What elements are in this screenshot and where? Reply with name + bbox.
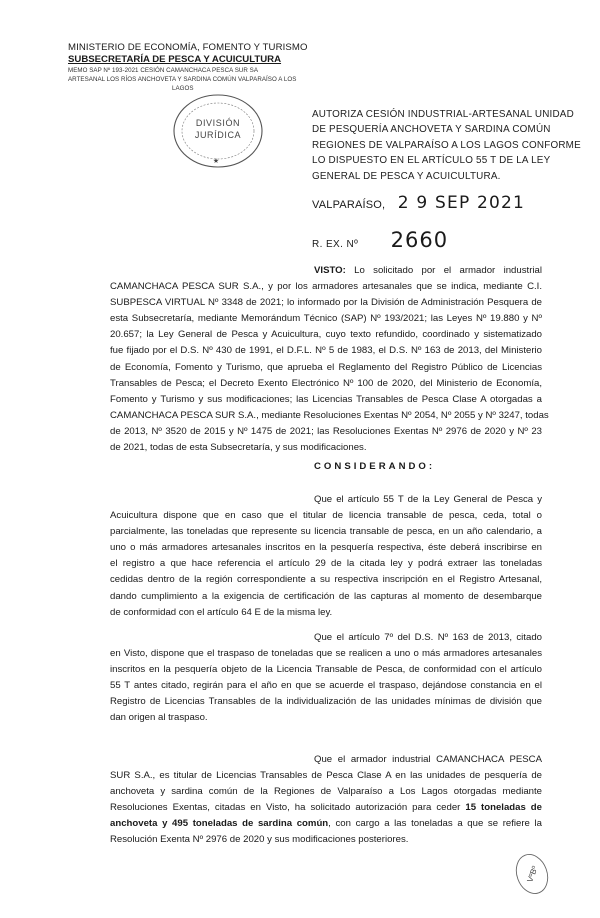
paragraph-line: de conformidad con el artículo 64 E de la misma ley. <box>110 606 333 618</box>
approval-initials-stamp <box>512 848 552 898</box>
summary-line: DE PESQUERÍA ANCHOVETA Y SARDINA COMÚN <box>312 124 551 136</box>
summary-line: GENERAL DE PESCA Y ACUICULTURA. <box>312 170 501 182</box>
summary-line: AUTORIZA CESIÓN INDUSTRIAL-ARTESANAL UNIDAD <box>312 109 574 120</box>
bold-tonnage-1: 15 toneladas de <box>465 802 542 814</box>
resolution-summary <box>312 107 581 184</box>
visto-section <box>110 263 549 456</box>
paragraph-line: en Visto, dispone que el traspaso de toneladas que se realicen a uno o más armadores artesanales <box>110 648 542 660</box>
subsecretaria-name: SUBSECRETARÍA DE PESCA Y ACUICULTURA <box>68 54 282 65</box>
paragraph-line: dando cumplimiento a la exigencia de certificación de las capturas al momento de desembarque <box>110 590 542 602</box>
paragraph-line: el registro a que hace referencia el artículo 29 de la citada ley y podrá extraer las toneladas <box>110 558 542 570</box>
stamp-vobo-text: VºBº <box>525 864 540 884</box>
stamp-line-1: DIVISIÓN <box>195 118 241 128</box>
summary-line: REGIONES DE VALPARAÍSO A LOS LAGOS CONFORME <box>312 139 581 151</box>
paragraph-line: parcialmente, las toneladas que represente su licencia transable de pesca, en un año calendario, a <box>110 526 542 538</box>
paragraph-line: dan origen al traspaso. <box>110 712 208 724</box>
summary-line: LO DISPUESTO EN EL ARTÍCULO 55 T DE LA LEY <box>312 155 551 167</box>
considerando-paragraph-2 <box>110 630 542 727</box>
bold-tonnage-2: anchoveta y 495 toneladas de sardina común <box>110 818 329 830</box>
visto-line: SUBPESCA VIRTUAL Nº 3348 de 2021; lo informado por la División de Administración Pesquera de <box>110 297 542 309</box>
stamp-star-icon: ★ <box>212 157 220 165</box>
ministry-name: MINISTERIO DE ECONOMÍA, FOMENTO Y TURISMO <box>68 42 308 53</box>
visto-line: 20.657; la Ley General de Pesca y Acuicultura, cuyo texto refundido, coordinado y sistematizado <box>110 329 542 341</box>
paragraph-line: anchoveta y 495 toneladas de sardina común, con cargo a las toneladas a que se refiere la <box>110 818 542 830</box>
paragraph-line: inscritos en la pesquería objeto de la Licencia Transable de Pesca, de conformidad con el artículo <box>110 664 542 676</box>
paragraph-line: Acuicultura dispone que en caso que el titular de licencia transable de pesca, ceda, total o <box>110 510 542 522</box>
paragraph-line: anchoveta y sardina común de la Regiones de Valparaíso a Los Lagos otorgadas mediante <box>110 786 542 798</box>
visto-line: de 2021, todas de esta Subsecretaría, y sus modificaciones. <box>110 442 367 454</box>
visto-line: de Economía, Fomento y Turismo, que aprueba el Reglamento del Registro Público de Licencias <box>110 361 542 373</box>
visto-line: CAMANCHACA PESCA SUR S.A., y por los armadores artesanales que se indica, mediante C.I. <box>110 281 542 293</box>
paragraph-line: Resoluciones Exentas, citadas en Visto, ha solicitado autorización para ceder 15 toneladas de <box>110 802 542 814</box>
paragraph-line: SUR S.A., es titular de Licencias Transables de Pesca Clase A en las unidades de pesquería de <box>110 770 542 782</box>
paragraph-line: 55 T antes citado, regirán para el año en que se acuerde el traspaso, dejándose constancia en el <box>110 680 542 692</box>
visto-line: fue fijado por el D.S. Nº 430 de 1991, el D.F.L. Nº 5 de 1983, el D.S. Nº 163 de 2013, del Ministerio <box>110 345 542 357</box>
resolution-number-value: 2660 <box>390 228 449 252</box>
visto-line: VISTO: Lo solicitado por el armador industrial <box>314 265 542 276</box>
visto-heading: VISTO: <box>314 265 346 276</box>
considerando-paragraph-3 <box>110 752 542 849</box>
paragraph-line: cedidas dentro de la región correspondiente a su respectiva inscripción en el Registro Artesanal, <box>110 574 542 586</box>
stamp-line-2: JURÍDICA <box>194 130 242 140</box>
visto-line: CAMANCHACA PESCA SUR S.A., mediante Resoluciones Exentas Nº 2054, Nº 2055 y Nº 3247, todas <box>110 409 549 421</box>
place-name: VALPARAÍSO, <box>312 199 386 211</box>
paragraph-line: Que el artículo 7º del D.S. Nº 163 de 2013, citado <box>314 632 542 643</box>
resolution-label: R. EX. Nº <box>312 239 359 250</box>
paragraph-line: uno o más armadores artesanales inscritos en la pesquería respectiva, éste deberá inscribirse en <box>110 542 542 554</box>
paragraph-line: Que el armador industrial CAMANCHACA PESCA <box>314 754 542 765</box>
resolution-number <box>312 228 448 252</box>
date-stamp: 2 9 SEP 2021 <box>397 193 526 213</box>
letterhead <box>68 42 328 92</box>
considerando-heading: CONSIDERANDO: <box>314 461 436 472</box>
paragraph-line: Resolución Exenta Nº 2976 de 2020 y sus modificaciones posteriores. <box>110 834 409 846</box>
paragraph-line: Que el artículo 55 T de la Ley General de Pesca y <box>314 494 542 505</box>
visto-line: Fomento y Turismo y sus modificaciones; las Licencias Transables de Pesca Clase A otorgadas a <box>110 393 542 405</box>
visto-line: Transables de Pesca; el Decreto Exento Electrónico Nº 100 de 2020, del Ministerio de Economía, <box>110 377 542 389</box>
memo-reference-line-2: ARTESANAL LOS RÍOS ANCHOVETA Y SARDINA COMÚN VALPARAÍSO A LOS <box>68 76 297 83</box>
memo-reference-line-1: MEMO SAP Nº 193-2021 CESIÓN CAMANCHACA PESCA SUR SA <box>68 67 259 74</box>
division-juridica-stamp <box>168 90 268 172</box>
dateline <box>312 193 525 213</box>
visto-line: esta Subsecretaría, mediante Memorándum Técnico (SAP) Nº 193/2021; las Leyes Nº 19.880 y Nº <box>110 313 542 325</box>
visto-line: de 2013, Nº 3520 de 2015 y Nº 1475 de 2021; las Resoluciones Exentas Nº 2976 de 2020 y Nº 23 <box>110 425 542 437</box>
considerando-paragraph-1 <box>110 492 542 621</box>
memo-reference-line-3: LAGOS <box>172 85 194 92</box>
paragraph-line: Registro de Licencias Transables de la individualización de las unidades mínimas de división que <box>110 696 542 708</box>
